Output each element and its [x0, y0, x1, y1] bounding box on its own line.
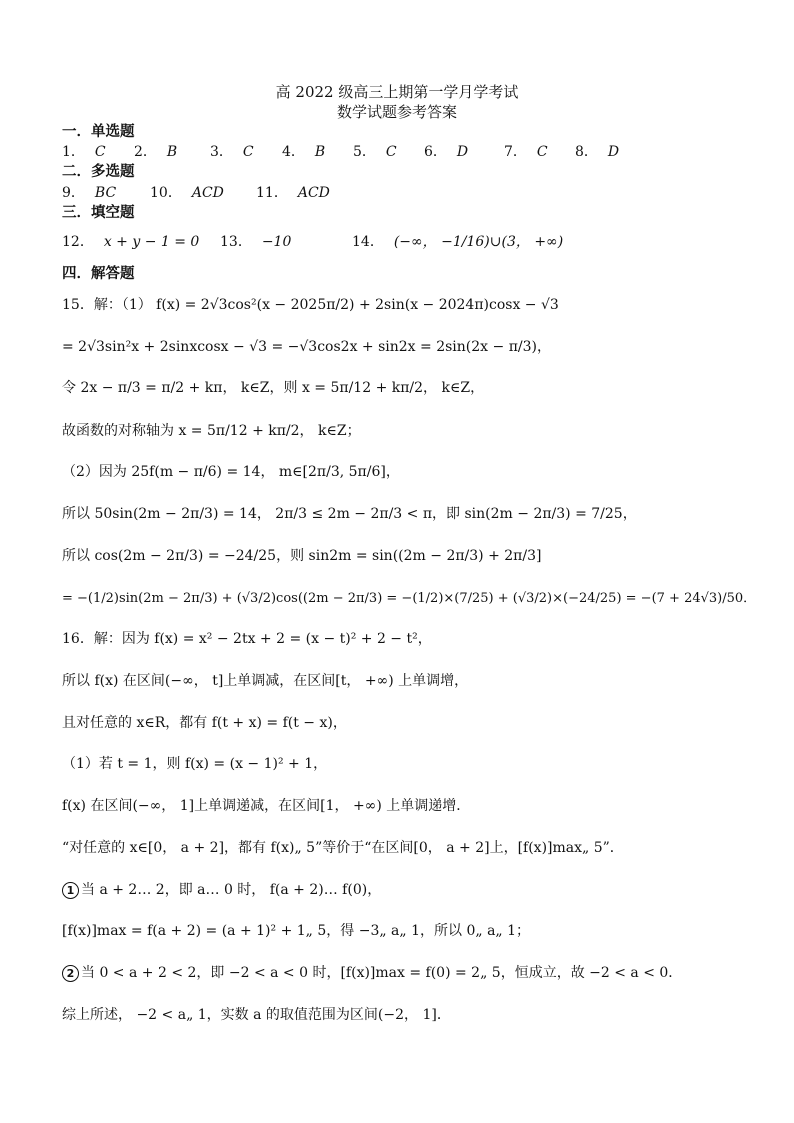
- answer-item: [352, 232, 563, 252]
- solution-line-case2: [62, 962, 682, 984]
- answer-num: 14．: [352, 234, 384, 250]
- solution-line: [f(x)]max = f(a + 2) = (a + 1)² + 1„ 5，得 −3„ a„ 1，所以 0„ a„ 1；: [62, 923, 531, 939]
- solution-line: 15．解：（1） f(x) = 2√3cos²(x − 2025π/2) + 2sin(x − 2024π)cosx − √3: [62, 297, 559, 313]
- answer-item: [353, 142, 397, 162]
- solution-line: 16．解：因为 f(x) = x² − 2tx + 2 = (x − t)² + 2 − t²，: [62, 631, 432, 647]
- doc-subtitle: 数学试题参考答案: [336, 103, 457, 121]
- answer-value: D: [607, 144, 620, 160]
- solution-line-case1: [62, 879, 381, 901]
- answer-num: 1．: [62, 144, 85, 160]
- case-text: 当 0 < a + 2 < 2，即 −2 < a < 0 时，[f(x)]max = f(0) = 2„ 5，恒成立，故 −2 < a < 0．: [81, 965, 683, 981]
- solution-line: （2）因为 25f(m − π/6) = 14， m∈[2π/3, 5π/6]，: [62, 464, 400, 480]
- section-fill-blank: 三．填空题: [62, 205, 135, 221]
- solution-line: 且对任意的 x∈R，都有 f(t + x) = f(t − x)，: [62, 715, 347, 731]
- solution-line: 故函数的对称轴为 x = 5π/12 + kπ/2， k∈Z；: [62, 423, 361, 439]
- answer-value: −10: [261, 234, 292, 250]
- doc-title: 高 2022 级高三上期第一学月学考试: [275, 83, 519, 101]
- answer-item: [504, 142, 548, 162]
- answer-num: 11．: [256, 185, 288, 201]
- circled-number-1: 1: [62, 882, 79, 899]
- answer-item: [220, 232, 291, 252]
- answer-num: 12．: [62, 234, 94, 250]
- section-single-choice: 一．单选题: [62, 124, 135, 140]
- answer-item: [575, 142, 619, 162]
- answer-value: D: [456, 144, 469, 160]
- solution-line: 综上所述， −2 < a„ 1，实数 a 的取值范围为区间(−2， 1]．: [62, 1007, 451, 1023]
- answer-num: 3．: [210, 144, 233, 160]
- answer-value: B: [314, 144, 326, 160]
- solution-line: = −(1/2)sin(2m − 2π/3) + (√3/2)cos((2m − 2π/3) = −(1/2)×(7/25) + (√3/2)×(−24/25) = −(7 + 24√3)/50．: [62, 591, 757, 606]
- answer-item: [256, 183, 330, 203]
- section-solutions: 四．解答题: [62, 266, 135, 282]
- solution-line: 所以 f(x) 在区间(−∞， t]上单调减，在区间[t， +∞) 上单调增，: [62, 673, 469, 689]
- answer-item: [424, 142, 468, 162]
- solution-line: 所以 cos(2m − 2π/3) = −24/25，则 sin2m = sin((2m − 2π/3) + 2π/3]: [62, 548, 542, 564]
- answer-value: B: [166, 144, 178, 160]
- answer-value: (−∞， −1/16)∪(3， +∞): [393, 234, 564, 250]
- answer-item: [62, 183, 116, 203]
- answer-value: BC: [94, 185, 117, 201]
- answer-item: [62, 142, 106, 162]
- answer-value: C: [385, 144, 397, 160]
- answer-item: [282, 142, 325, 162]
- answer-num: 4．: [282, 144, 305, 160]
- answer-num: 6．: [424, 144, 447, 160]
- answer-value: C: [242, 144, 254, 160]
- answer-value: x + y − 1 = 0: [103, 234, 200, 250]
- answer-item: [210, 142, 254, 162]
- solution-line: = 2√3sin²x + 2sinxcosx − √3 = −√3cos2x + sin2x = 2sin(2x − π/3)，: [62, 339, 551, 355]
- answer-value: C: [94, 144, 106, 160]
- answer-value: C: [536, 144, 548, 160]
- answer-num: 13．: [220, 234, 252, 250]
- answer-num: 5．: [353, 144, 376, 160]
- answer-item: [62, 232, 199, 252]
- answer-num: 2．: [134, 144, 157, 160]
- answer-num: 7．: [504, 144, 527, 160]
- section-multi-choice: 二．多选题: [62, 164, 135, 180]
- case-text: 当 a + 2… 2，即 a… 0 时， f(a + 2)… f(0)，: [81, 882, 382, 898]
- circled-number-2: 2: [62, 965, 79, 982]
- solution-line: （1）若 t = 1，则 f(x) = (x − 1)² + 1，: [62, 756, 328, 772]
- solution-line: “对任意的 x∈[0， a + 2]，都有 f(x)„ 5”等价于“在区间[0， a + 2]上，[f(x)]max„ 5”．: [62, 840, 624, 856]
- solution-line: f(x) 在区间(−∞， 1]上单调递减，在区间[1， +∞) 上单调递增．: [62, 798, 471, 814]
- solution-line: 所以 50sin(2m − 2π/3) = 14， 2π/3 ≤ 2m − 2π/3 < π，即 sin(2m − 2π/3) = 7/25，: [62, 506, 637, 522]
- answer-num: 9．: [62, 185, 85, 201]
- answer-num: 8．: [575, 144, 598, 160]
- answer-value: ACD: [191, 185, 224, 201]
- answer-value: ACD: [297, 185, 330, 201]
- answer-item: [134, 142, 177, 162]
- solution-line: 令 2x − π/3 = π/2 + kπ， k∈Z，则 x = 5π/12 + kπ/2， k∈Z，: [62, 380, 485, 396]
- answer-item: [150, 183, 224, 203]
- answer-num: 10．: [150, 185, 182, 201]
